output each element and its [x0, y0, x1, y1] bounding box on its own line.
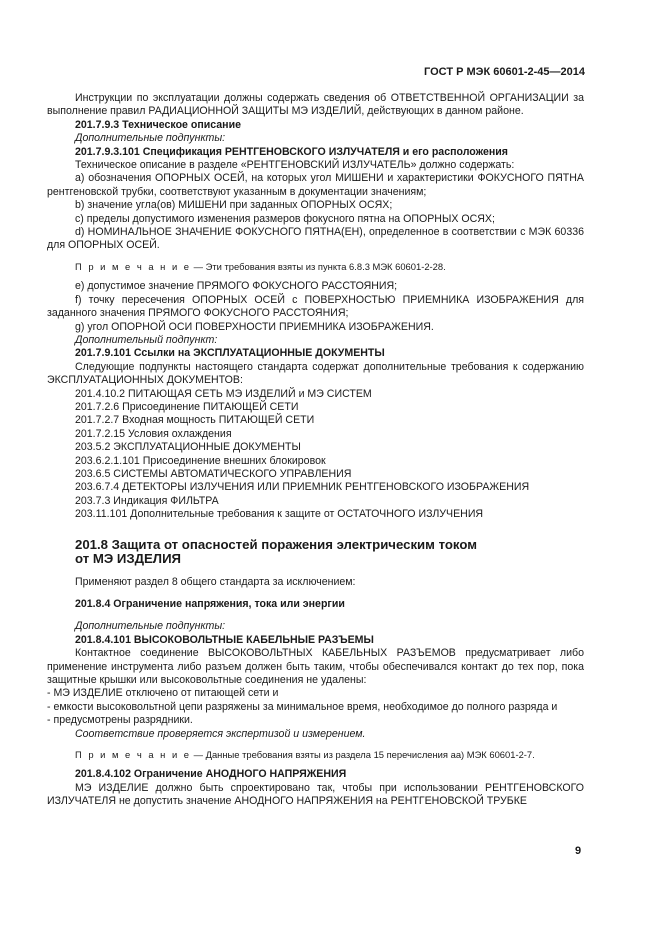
- paragraph: Контактное соединение ВЫСОКОВОЛЬТНЫХ КАБЕЛЬНЫХ РАЗЪЕМОВ предусматривает либо применение инструмента либо разъем должен быть таким, чтобы обеспечивался контакт до тех пор, пока защитные крышки или высоковольтные соединения не удалены:: [47, 647, 584, 687]
- note-text: — Данные требования взяты из раздела 15 перечисления аа) МЭК 60601-2-7.: [191, 749, 535, 761]
- section-heading: 201.7.9.3.101 Спецификация РЕНТГЕНОВСКОГО ИЗЛУЧАТЕЛЯ и его расположения: [75, 145, 508, 158]
- section-heading: 201.8.4.101 ВЫСОКОВОЛЬТНЫЕ КАБЕЛЬНЫЕ РАЗЪЕМЫ: [75, 633, 374, 646]
- document-code-header: ГОСТ Р МЭК 60601-2-45—2014: [424, 66, 585, 78]
- reference-item: 201.4.10.2 ПИТАЮЩАЯ СЕТЬ МЭ ИЗДЕЛИЙ и МЭ СИСТЕМ: [75, 387, 372, 400]
- reference-item: 201.7.2.6 Присоединение ПИТАЮЩЕЙ СЕТИ: [75, 400, 299, 413]
- reference-item: 203.5.2 ЭКСПЛУАТАЦИОННЫЕ ДОКУМЕНТЫ: [75, 441, 301, 454]
- paragraph: Применяют раздел 8 общего стандарта за исключением:: [75, 575, 356, 588]
- list-item: f) точку пересечения ОПОРНЫХ ОСЕЙ с ПОВЕРХНОСТЬЮ ПРИЕМНИКА ИЗОБРАЖЕНИЯ для заданного значения ПРЯМОГО ФОКУСНОГО РАССТОЯНИЯ;: [47, 293, 584, 320]
- reference-item: 201.7.2.7 Входная мощность ПИТАЮЩЕЙ СЕТИ: [75, 414, 315, 427]
- clause-heading-line: 201.8 Защита от опасностей поражения электрическим током: [75, 536, 477, 552]
- section-heading: 201.7.9.3 Техническое описание: [75, 118, 241, 131]
- list-item: c) пределы допустимого изменения размеров фокусного пятна на ОПОРНЫХ ОСЯХ;: [75, 212, 495, 225]
- reference-item: 203.11.101 Дополнительные требования к защите от ОСТАТОЧНОГО ИЗЛУЧЕНИЯ: [75, 508, 484, 521]
- section-heading: 201.8.4 Ограничение напряжения, тока или энергии: [75, 598, 345, 610]
- section-heading: 201.7.9.101 Ссылки на ЭКСПЛУАТАЦИОННЫЕ ДОКУМЕНТЫ: [75, 347, 385, 360]
- clause-heading: [47, 538, 584, 567]
- reference-item: 201.7.2.15 Условия охлаждения: [75, 427, 232, 440]
- dash-item: - МЭ ИЗДЕЛИЕ отключено от питающей сети и: [47, 687, 279, 700]
- page-body: [47, 92, 584, 809]
- list-item: d) НОМИНАЛЬНОЕ ЗНАЧЕНИЕ ФОКУСНОГО ПЯТНА(ЕН), определенное в соответствии с МЭК 60336 для ОПОРНЫХ ОСЕЙ.: [47, 226, 584, 252]
- paragraph: Инструкции по эксплуатации должны содержать сведения об ОТВЕТСТВЕННОЙ ОРГАНИЗАЦИИ за выполнение правил РАДИАЦИОННОЙ ЗАЩИТЫ МЭ ИЗДЕЛИЙ, действующих в данном районе.: [47, 92, 584, 118]
- note-text: — Эти требования взяты из пункта 6.8.3 МЭК 60601-2-28.: [191, 260, 446, 272]
- page-number: 9: [575, 845, 582, 857]
- note: [47, 748, 584, 761]
- paragraph: МЭ ИЗДЕЛИЕ должно быть спроектировано так, чтобы при использовании РЕНТГЕНОВСКОГО ИЗЛУЧАТЕЛЯ не допустить значение АНОДНОГО НАПРЯЖЕНИЯ на РЕНТГЕНОВСКОЙ ТРУБКЕ: [47, 781, 584, 808]
- dash-item: - предусмотрены разрядники.: [47, 714, 193, 727]
- note-label: П р и м е ч а н и е: [75, 260, 192, 272]
- dash-item: - емкости высоковольтной цепи разряжены за минимальное время, необходимое до полного разряда и: [47, 700, 558, 713]
- clause-heading-line: от МЭ ИЗДЕЛИЯ: [75, 551, 182, 567]
- list-item: e) допустимое значение ПРЯМОГО ФОКУСНОГО РАССТОЯНИЯ;: [75, 280, 398, 293]
- additional-subclauses-label: Дополнительные подпункты:: [75, 620, 226, 633]
- note: [47, 260, 584, 273]
- list-item: а) обозначения ОПОРНЫХ ОСЕЙ, на которых угол МИШЕНИ и характеристики ФОКУСНОГО ПЯТНА рентгеновской трубки, соответствуют указанным в документации значениям;: [47, 172, 584, 198]
- paragraph: Следующие подпункты настоящего стандарта содержат дополнительные требования к содержанию ЭКСПЛУАТАЦИОННЫХ ДОКУМЕНТОВ:: [47, 360, 584, 387]
- note-label: П р и м е ч а н и е: [75, 749, 192, 761]
- additional-subclause-label: Дополнительный подпункт:: [75, 333, 218, 346]
- reference-item: 203.6.5 СИСТЕМЫ АВТОМАТИЧЕСКОГО УПРАВЛЕНИЯ: [75, 467, 352, 480]
- section-heading: 201.8.4.102 Ограничение АНОДНОГО НАПРЯЖЕНИЯ: [75, 768, 347, 781]
- compliance-statement: Соответствие проверяется экспертизой и измерением.: [75, 727, 366, 740]
- reference-item: 203.6.7.4 ДЕТЕКТОРЫ ИЗЛУЧЕНИЯ ИЛИ ПРИЕМНИК РЕНТГЕНОВСКОГО ИЗОБРАЖЕНИЯ: [75, 481, 530, 494]
- reference-item: 203.6.2.1.101 Присоединение внешних блокировок: [75, 454, 326, 467]
- additional-subclauses-label: Дополнительные подпункты:: [75, 132, 226, 145]
- list-item: g) угол ОПОРНОЙ ОСИ ПОВЕРХНОСТИ ПРИЕМНИКА ИЗОБРАЖЕНИЯ.: [75, 320, 434, 333]
- list-item: b) значение угла(ов) МИШЕНИ при заданных ОПОРНЫХ ОСЯХ;: [75, 199, 393, 212]
- paragraph: Техническое описание в разделе «РЕНТГЕНОВСКИЙ ИЗЛУЧАТЕЛЬ» должно содержать:: [75, 159, 515, 172]
- reference-item: 203.7.3 Индикация ФИЛЬТРА: [75, 494, 219, 507]
